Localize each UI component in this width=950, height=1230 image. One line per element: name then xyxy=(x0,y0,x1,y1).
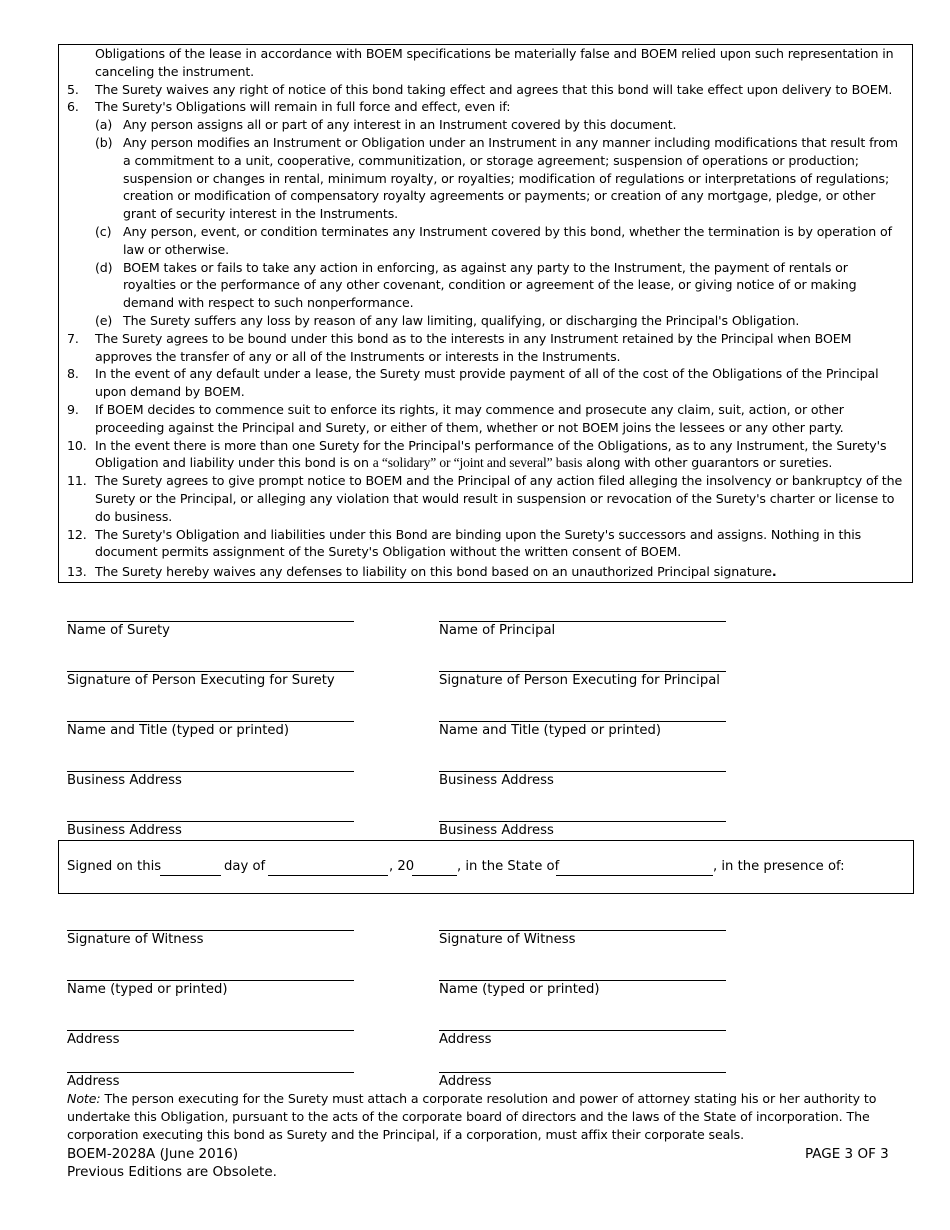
principal-address1-label: Business Address xyxy=(439,773,554,788)
term-item-6d: (d) BOEM takes or fails to take any action in enforcing, as against any party to the Instrument, the payment of rentals or royalties or the performance of any other covenant, condition or agreement of the lease, or giving notice of or making demand with respect to such nonperformance. xyxy=(95,259,857,311)
year-blank[interactable] xyxy=(412,875,457,876)
month-blank[interactable] xyxy=(268,875,388,876)
term-item-5: 5. The Surety waives any right of notice of this bond taking effect and agrees that this bond will take effect upon delivery to BOEM. xyxy=(67,81,893,97)
term-item-12: 12. The Surety's Obligation and liabilities under this Bond are binding upon the Surety's successors and assigns. Nothing in this document permits assignment of the Surety's Obligation without the written consent of BOEM. xyxy=(67,526,862,560)
principal-signature-label: Signature of Person Executing for Principal xyxy=(439,673,720,688)
term-item-6a: (a) Any person assigns all or part of any interest in an Instrument covered by this document. xyxy=(95,117,677,133)
witness-right-name-label: Name (typed or printed) xyxy=(439,982,600,997)
form-id: BOEM-2028A (June 2016) xyxy=(67,1146,239,1162)
corporate-seal-note xyxy=(67,1090,907,1144)
day-of-text: day of xyxy=(224,859,266,874)
principal-name-label: Name of Principal xyxy=(439,623,556,638)
signed-on-prefix: Signed on this xyxy=(67,859,162,874)
witness-left-signature-label: Signature of Witness xyxy=(67,932,204,947)
year-prefix-text: , 20 xyxy=(389,859,415,874)
surety-signature-label: Signature of Person Executing for Surety xyxy=(67,673,335,688)
term-item-7: 7. The Surety agrees to be bound under this bond as to the interests in any Instrument retained by the Principal when BOEM approves the transfer of any or all of the Instruments or interests in the Instruments. xyxy=(67,330,852,364)
surety-name-label: Name of Surety xyxy=(67,623,170,638)
bond-terms-section xyxy=(58,44,913,583)
surety-address1-label: Business Address xyxy=(67,773,182,788)
day-blank[interactable] xyxy=(160,875,221,876)
witness-left-address1-label: Address xyxy=(67,1032,120,1047)
state-text: , in the State of xyxy=(457,859,560,874)
witness-right-signature-label: Signature of Witness xyxy=(439,932,576,947)
term-item-8: 8. In the event of any default under a lease, the Surety must provide payment of all of the cost of the Obligations of the Principal upon demand by BOEM. xyxy=(67,366,879,400)
surety-title-label: Name and Title (typed or printed) xyxy=(67,723,290,738)
term-item-11: 11. The Surety agrees to give prompt notice to BOEM and the Principal of any action filed alleging the insolvency or bankruptcy of the Surety or the Principal, or alleging any violation that would result in suspension or revocation of the Surety's charter or license to do business. xyxy=(67,473,903,524)
term-item-13: 13. The Surety hereby waives any defenses to liability on this bond based on an unauthorized Principal signature. xyxy=(67,564,777,580)
witness-right-address2-label: Address xyxy=(439,1074,492,1089)
presence-text: , in the presence of: xyxy=(713,859,845,874)
term-continuation: Obligations of the lease in accordance with BOEM specifications be materially false and BOEM relied upon such representation in canceling the instrument. xyxy=(95,46,894,79)
term-item-10: 10. In the event there is more than one Surety for the Principal's performance of the Obligations, as to any Instrument, the Surety's Obligation and liability under this bond is on a “solidary” or “joint and several” basis along with other guarantors or sureties. xyxy=(67,437,887,471)
note-label: Note: xyxy=(67,1091,101,1106)
signed-on-box xyxy=(58,840,914,894)
note-text: The person executing for the Surety must attach a corporate resolution and power of attorney stating his or her authority to undertake this Obligation, pursuant to the acts of the corporate board of directors and the laws of the State of incorporation. The corporation executing this bond as Surety and the Principal, if a corporation, must affix their corporate seals. xyxy=(67,1091,877,1142)
term-item-6: 6. The Surety's Obligations will remain in full force and effect, even if: xyxy=(67,99,511,115)
obsolete-notice: Previous Editions are Obsolete. xyxy=(67,1164,277,1180)
state-blank[interactable] xyxy=(556,875,713,876)
term-item-9: 9. If BOEM decides to commence suit to enforce its rights, it may commence and prosecute any claim, suit, action, or other proceeding against the Principal and Surety, or either of them, whether or not BOEM joins the lessees or any other party. xyxy=(67,401,844,435)
witness-left-name-label: Name (typed or printed) xyxy=(67,982,228,997)
principal-title-label: Name and Title (typed or printed) xyxy=(439,723,662,738)
term-item-6c: (c) Any person, event, or condition terminates any Instrument covered by this bond, whether the termination is by operation of law or otherwise. xyxy=(95,223,892,257)
page-number: PAGE 3 OF 3 xyxy=(805,1146,889,1162)
principal-address2-label: Business Address xyxy=(439,823,554,838)
term-item-6b: (b) Any person modifies an Instrument or Obligation under an Instrument in any manner including modifications that result from a commitment to a unit, cooperative, communitization, or storage agreement; suspension of operations or production; suspension or changes in rental, minimum royalty, or royalties; modification of regulations or interpretations of regulations; creation or modification of compensatory royalty agreements or payments; or creation of any mortgage, pledge, or other grant of security interest in the Instruments. xyxy=(95,134,898,222)
term-item-6e: (e) The Surety suffers any loss by reason of any law limiting, qualifying, or discharging the Principal's Obligation. xyxy=(95,312,800,328)
surety-address2-label: Business Address xyxy=(67,823,182,838)
witness-right-address1-label: Address xyxy=(439,1032,492,1047)
witness-left-address2-label: Address xyxy=(67,1074,120,1089)
